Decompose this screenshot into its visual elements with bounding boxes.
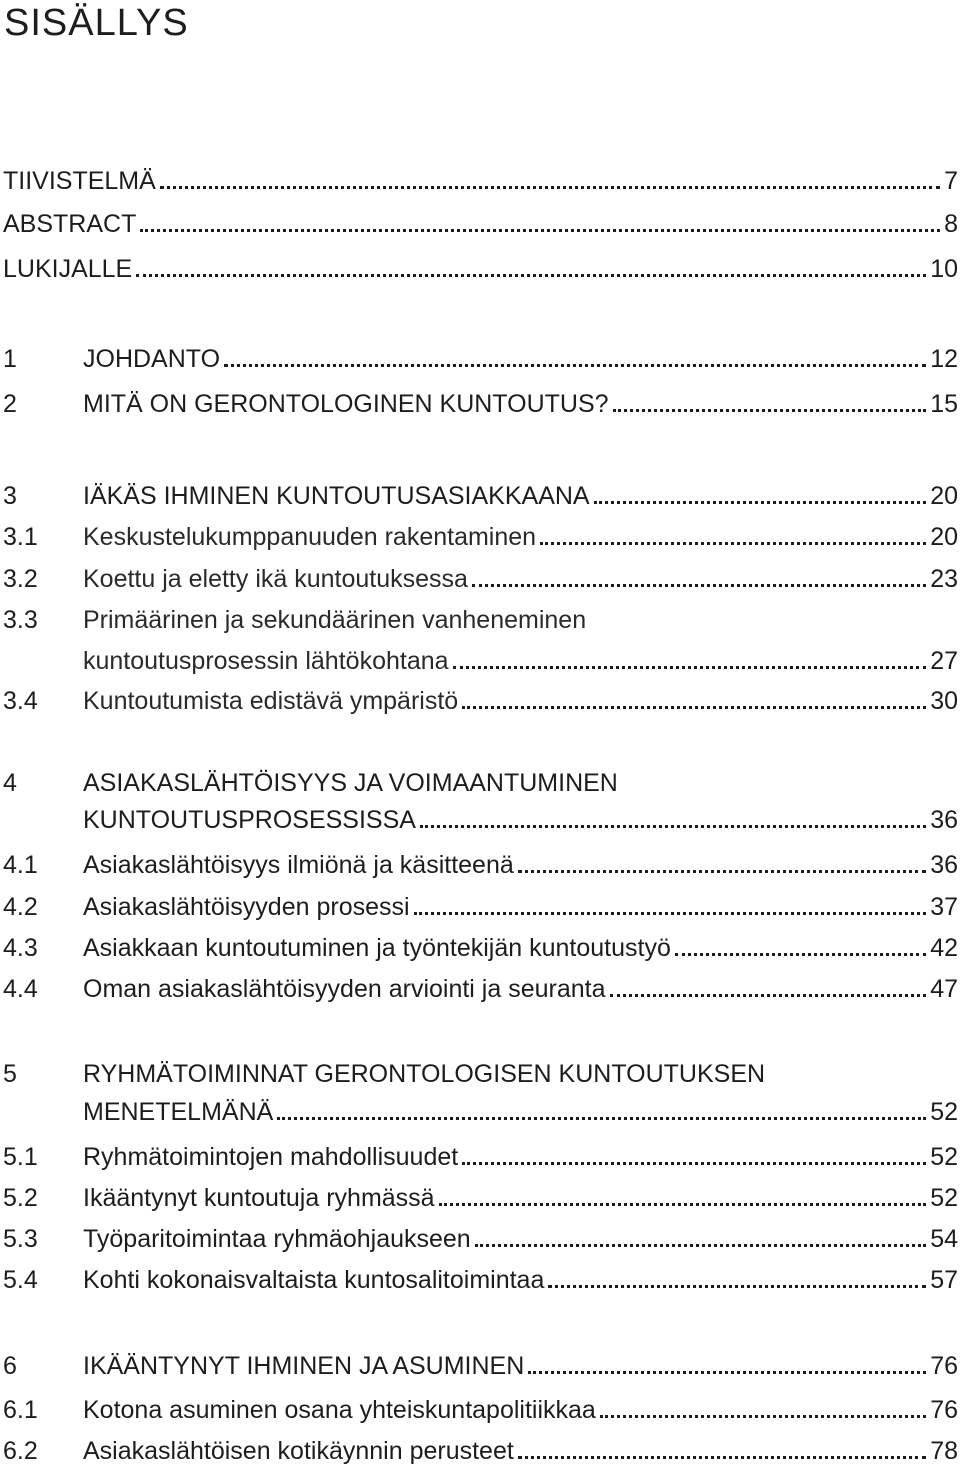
toc-leader-dots: [610, 994, 927, 997]
toc-entry-number: 5.3: [3, 1225, 38, 1253]
toc-entry-label: IKÄÄNTYNYT IHMINEN JA ASUMINEN: [83, 1352, 525, 1380]
toc-entry-label: JOHDANTO: [83, 345, 221, 373]
toc-entry-label: Ryhmätoimintojen mahdollisuudet: [83, 1143, 459, 1171]
toc-entry-number: 3.4: [3, 687, 38, 715]
toc-leader-dots: [675, 953, 926, 956]
toc-leader-dots: [462, 1162, 926, 1165]
toc-entry-page: 36: [930, 806, 958, 834]
toc-entry-number: 6.2: [3, 1437, 38, 1465]
toc-leader-dots: [594, 501, 927, 504]
toc-entry-label: Kotona asuminen osana yhteiskuntapolitiikkaa: [83, 1396, 596, 1424]
toc-entry-number: 4: [3, 769, 17, 797]
toc-leader-dots: [136, 274, 926, 277]
toc-entry-page: 42: [930, 934, 958, 962]
toc-leader-dots: [439, 1203, 927, 1206]
toc-entry-number: 3.1: [3, 523, 38, 551]
toc-entry-label-continuation: KUNTOUTUSPROSESSISSA: [83, 806, 416, 834]
toc-leader-dots: [475, 1244, 926, 1247]
toc-entry-label-continuation: kuntoutusprosessin lähtökohtana: [83, 647, 449, 675]
toc-entry-page: 30: [930, 687, 958, 715]
toc-entry-label: Asiakaslähtöisen kotikäynnin perusteet: [83, 1437, 514, 1465]
toc-leader-dots: [472, 584, 926, 587]
toc-leader-dots: [414, 912, 927, 915]
toc-entry[interactable]: [3, 1391, 958, 1425]
toc-entry-continuation[interactable]: [3, 642, 958, 676]
page-title: SISÄLLYS: [4, 2, 189, 44]
toc-entry-page: 36: [930, 851, 958, 879]
toc-entry-label: LUKIJALLE: [3, 255, 133, 283]
toc-entry[interactable]: [3, 970, 958, 1004]
toc-entry-page: 20: [930, 523, 958, 551]
toc-leader-dots: [453, 666, 927, 669]
toc-entry[interactable]: [3, 385, 958, 419]
toc-entry-page: 15: [930, 390, 958, 418]
toc-entry-label: Asiakaslähtöisyyden prosessi: [83, 893, 410, 921]
toc-leader-dots: [518, 1456, 926, 1459]
toc-leader-dots: [140, 229, 940, 232]
toc-entry-page: 52: [930, 1184, 958, 1212]
toc-entry[interactable]: [3, 250, 958, 284]
toc-entry-label: Asiakkaan kuntoutuminen ja työntekijän kuntoutustyö: [83, 934, 671, 962]
toc-leader-dots: [600, 1415, 926, 1418]
toc-entry-number: 1: [3, 345, 17, 373]
toc-leader-dots: [160, 186, 940, 189]
toc-entry-number: 4.4: [3, 975, 38, 1003]
toc-entry-page: 27: [930, 647, 958, 675]
toc-entry[interactable]: [3, 560, 958, 594]
toc-leader-dots: [277, 1117, 926, 1120]
toc-entry[interactable]: [3, 846, 958, 880]
toc-entry[interactable]: [3, 1347, 958, 1381]
toc-entry[interactable]: [3, 477, 958, 511]
toc-entry[interactable]: [3, 205, 958, 239]
toc-entry-page: 76: [930, 1352, 958, 1380]
toc-entry-number: 5: [3, 1060, 17, 1088]
toc-entry-label: IÄKÄS IHMINEN KUNTOUTUSASIAKKAANA: [83, 482, 590, 510]
toc-entry-label: Keskustelukumppanuuden rakentaminen: [83, 523, 537, 551]
toc-entry[interactable]: [3, 1432, 958, 1466]
toc-entry-number: 3.3: [3, 606, 38, 634]
toc-entry-label: Kohti kokonaisvaltaista kuntosalitoimintaa: [83, 1266, 545, 1294]
toc-entry[interactable]: [3, 1138, 958, 1172]
toc-entry-page: 10: [930, 255, 958, 283]
toc-entry-page: 78: [930, 1437, 958, 1465]
toc-entry-number: 5.2: [3, 1184, 38, 1212]
toc-entry-label: Ikääntynyt kuntoutuja ryhmässä: [83, 1184, 435, 1212]
toc-entry-label: MITÄ ON GERONTOLOGINEN KUNTOUTUS?: [83, 390, 609, 418]
toc-entry-continuation[interactable]: [3, 1093, 958, 1127]
toc-entry-number: 4.2: [3, 893, 38, 921]
toc-entry-page: 7: [944, 167, 958, 195]
toc-entry[interactable]: [3, 1220, 958, 1254]
toc-entry-number: 2: [3, 390, 17, 418]
toc-entry[interactable]: [3, 1179, 958, 1213]
toc-entry-label: Työparitoimintaa ryhmäohjaukseen: [83, 1225, 471, 1253]
toc-entry[interactable]: [3, 1261, 958, 1295]
toc-leader-dots: [224, 364, 926, 367]
toc-entry-label: Asiakaslähtöisyys ilmiönä ja käsitteenä: [83, 851, 514, 879]
toc-entry[interactable]: [3, 929, 958, 963]
toc-entry-number: 5.4: [3, 1266, 38, 1294]
toc-entry-label: RYHMÄTOIMINNAT GERONTOLOGISEN KUNTOUTUKSEN: [83, 1060, 766, 1088]
toc-entry[interactable]: [3, 764, 958, 798]
toc-entry[interactable]: [3, 601, 958, 635]
toc-entry-number: 6.1: [3, 1396, 38, 1424]
toc-entry-page: 12: [930, 345, 958, 373]
toc-entry[interactable]: [3, 888, 958, 922]
toc-entry-label: Primäärinen ja sekundäärinen vanheneminen: [83, 606, 587, 634]
toc-leader-dots: [420, 825, 926, 828]
toc-entry-number: 6: [3, 1352, 17, 1380]
toc-entry-label: ABSTRACT: [3, 210, 137, 238]
toc-entry-number: 3: [3, 482, 17, 510]
toc-entry-label-continuation: MENETELMÄNÄ: [83, 1098, 274, 1126]
toc-entry-label: Kuntoutumista edistävä ympäristö: [83, 687, 459, 715]
toc-entry-page: 37: [930, 893, 958, 921]
toc-entry[interactable]: [3, 1055, 958, 1089]
toc-entry[interactable]: [3, 162, 958, 196]
toc-entry-number: 5.1: [3, 1143, 38, 1171]
toc-entry-number: 4.1: [3, 851, 38, 879]
toc-entry-number: 4.3: [3, 934, 38, 962]
toc-entry[interactable]: [3, 682, 958, 716]
toc-leader-dots: [462, 706, 926, 709]
toc-entry-continuation[interactable]: [3, 801, 958, 835]
toc-entry-page: 8: [944, 210, 958, 238]
toc-entry[interactable]: [3, 340, 958, 374]
toc-leader-dots: [518, 870, 926, 873]
toc-entry-page: 57: [930, 1266, 958, 1294]
toc-entry-label: TIIVISTELMÄ: [3, 167, 156, 195]
toc-entry-page: 23: [930, 565, 958, 593]
toc-leader-dots: [540, 542, 926, 545]
toc-entry-page: 54: [930, 1225, 958, 1253]
toc-entry-label: Oman asiakaslähtöisyyden arviointi ja seuranta: [83, 975, 606, 1003]
toc-entry-label: ASIAKASLÄHTÖISYYS JA VOIMAANTUMINEN: [83, 769, 618, 797]
toc-entry[interactable]: [3, 518, 958, 552]
toc-entry-page: 76: [930, 1396, 958, 1424]
toc-entry-page: 52: [930, 1143, 958, 1171]
toc-entry-page: 47: [930, 975, 958, 1003]
toc-entry-number: 3.2: [3, 565, 38, 593]
toc-entry-page: 20: [930, 482, 958, 510]
toc-entry-page: 52: [930, 1098, 958, 1126]
toc-entry-label: Koettu ja eletty ikä kuntoutuksessa: [83, 565, 468, 593]
toc-leader-dots: [548, 1285, 926, 1288]
toc-leader-dots: [528, 1371, 926, 1374]
toc-leader-dots: [613, 409, 927, 412]
